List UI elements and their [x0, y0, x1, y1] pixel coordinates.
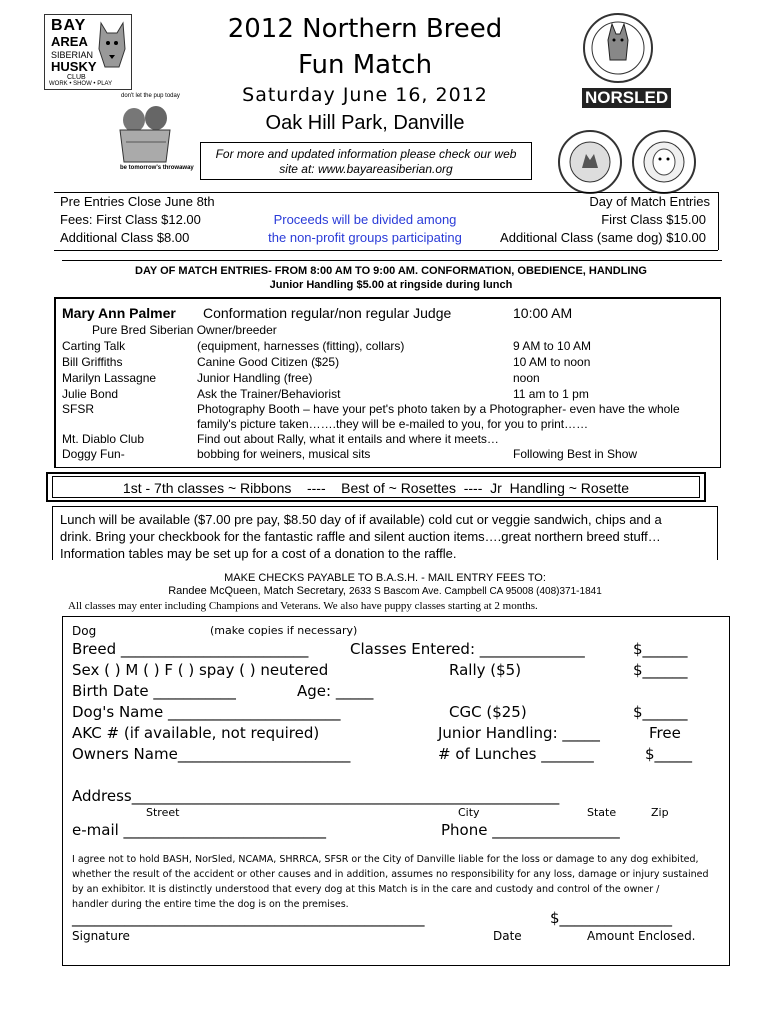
title-line1: 2012 Northern Breed — [227, 14, 503, 44]
secretary-address: 2633 S Bascom Ave. Campbell CA 95008 (408)371-1841 — [349, 586, 602, 597]
notice-line1: DAY OF MATCH ENTRIES- FROM 8:00 AM TO 9:00 AM. CONFORMATION, OBEDIENCE, HANDLING — [135, 265, 647, 277]
notice-line2: Junior Handling $5.00 at ringside during lunch — [269, 279, 513, 291]
fees-right-rule — [718, 192, 719, 250]
puppies-bucket-icon — [112, 102, 178, 164]
sex-field[interactable]: Sex ( ) M ( ) F ( ) spay ( ) neutered — [72, 661, 329, 679]
schedule-row-who: Carting Talk — [62, 339, 126, 353]
sfsr-seal-icon — [630, 128, 698, 196]
street-label: Street — [146, 806, 180, 819]
bash-logo-area: AREA — [51, 34, 88, 49]
schedule-row-who: Marilyn Lassagne — [62, 371, 157, 385]
pre-additional-class: Additional Class $8.00 — [60, 230, 190, 245]
bash-logo-tagline: WORK • SHOW • PLAY — [49, 81, 113, 87]
zip-label: Zip — [651, 806, 669, 819]
match-secretary: Randee McQueen, Match Secretary, — [168, 585, 346, 597]
form-copies-note: (make copies if necessary) — [210, 624, 358, 637]
fees-top-rule — [54, 192, 718, 193]
classes-entered-field[interactable]: Classes Entered: ______________ — [350, 640, 585, 658]
waiver-line3: by an exhibitor. It is distinctly understood that every dog at this Match is in the care and custody and control of the owner / — [72, 884, 660, 895]
phone-field[interactable]: Phone _________________ — [441, 821, 620, 839]
judge-sub: Pure Bred Siberian Owner/breeder — [92, 323, 277, 337]
checks-line3: All classes may enter including Champions and Veterans. We also have puppy classes starting at 2 months. — [68, 600, 538, 612]
schedule-row-who: Bill Griffiths — [62, 355, 123, 369]
dom-first-class: First Class $15.00 — [601, 212, 706, 227]
dog-name-field[interactable]: Dog's Name _______________________ — [72, 703, 341, 721]
breed-field[interactable]: Breed _________________________ — [72, 640, 309, 658]
schedule-row-what: family's picture taken…….they will be e-mailed to you, for you to print…… — [197, 417, 589, 431]
bash-logo-club: CLUB — [67, 74, 86, 81]
akc-field[interactable]: AKC # (if available, not required) — [72, 724, 320, 742]
bash-logo-bay: BAY — [51, 17, 87, 34]
schedule-row-who: Mt. Diablo Club — [62, 432, 145, 446]
dom-additional-class: Additional Class (same dog) $10.00 — [500, 230, 706, 245]
waiver-line2: whether the result of the accident or other causes and in addition, assumes no responsibility for any loss, damage or injury sustained — [72, 869, 709, 880]
pre-first-class: Fees: First Class $12.00 — [60, 212, 201, 227]
ncama-seal-icon — [556, 128, 624, 196]
lunch-line3: Information tables may be set up for a cost of a donation to the raffle. — [60, 546, 457, 561]
checks-line2 — [0, 585, 770, 597]
info-line2: site at: www.bayareasiberian.org — [279, 162, 453, 176]
schedule-row-what: Photography Booth – have your pet's photo taken by a Photographer- even have the whole — [197, 402, 680, 416]
proceeds-line2: the non-profit groups participating — [268, 230, 462, 245]
cgc-label: CGC ($25) — [449, 703, 527, 721]
proceeds-line1: Proceeds will be divided among — [273, 212, 457, 227]
info-line1: For more and updated information please check our web — [215, 147, 517, 161]
schedule-row-what: bobbing for weiners, musical sits — [197, 447, 371, 461]
lunches-field[interactable]: # of Lunches _______ — [438, 745, 594, 763]
bash-logo-husky: HUSKY — [51, 59, 97, 74]
waiver-line4: handler during the entire time the dog is on the premises. — [72, 899, 349, 910]
junior-free-label: Free — [649, 724, 681, 742]
notice-top-rule — [62, 260, 722, 261]
address-field[interactable]: Address_________________________________________________________ — [72, 787, 560, 805]
judge-name: Mary Ann Palmer — [62, 305, 176, 321]
checks-line1: MAKE CHECKS PAYABLE TO B.A.S.H. - MAIL ENTRY FEES TO: — [224, 572, 546, 584]
email-field[interactable]: e-mail ___________________________ — [72, 821, 327, 839]
lunch-line2: drink. Bring your checkbook for the fantastic raffle and silent auction items….great northern breed stuff… — [60, 529, 661, 544]
fees-bottom-rule — [54, 250, 718, 251]
dom-title: Day of Match Entries — [589, 194, 710, 209]
schedule-row-when: 11 am to 1 pm — [513, 387, 589, 401]
rally-fee-field[interactable]: $______ — [633, 661, 688, 679]
schedule-row-who: Doggy Fun- — [62, 447, 125, 461]
lunch-line1: Lunch will be available ($7.00 pre pay, $8.50 day of if available) cold cut or veggie sandwich, chips and a — [60, 512, 662, 527]
waiver-text — [72, 852, 709, 912]
pre-entries-close: Pre Entries Close June 8th — [60, 194, 215, 209]
judge-time: 10:00 AM — [513, 305, 573, 321]
schedule-row-what: Ask the Trainer/Behaviorist — [197, 387, 341, 401]
owners-name-field[interactable]: Owners Name_______________________ — [72, 745, 351, 763]
waiver-line1: I agree not to hold BASH, NorSled, NCAMA, SHRRCA, SFSR or the City of Danville liable for the loss or damage to any dog exhibited, — [72, 854, 699, 865]
state-label: State — [587, 806, 617, 819]
birth-date-field[interactable]: Birth Date ___________ — [72, 682, 236, 700]
classes-fee-field[interactable]: $______ — [633, 640, 688, 658]
info-box — [200, 142, 532, 180]
judge-role: Conformation regular/non regular Judge — [203, 305, 452, 321]
event-location: Oak Hill Park, Danville — [265, 112, 465, 134]
schedule-row-who: SFSR — [62, 402, 95, 416]
schedule-row-when: Following Best in Show — [513, 447, 638, 461]
schedule-row-what: (equipment, harnesses (fitting), collars) — [197, 339, 405, 353]
form-dog-label: Dog — [72, 624, 97, 638]
title-line2: Fun Match — [297, 50, 433, 80]
lunches-fee-field[interactable]: $_____ — [645, 745, 693, 763]
bash-logo — [44, 14, 132, 90]
schedule-row-what: Junior Handling (free) — [197, 371, 313, 385]
rally-label: Rally ($5) — [449, 661, 522, 679]
schedule-row-what: Find out about Rally, what it entails and where it meets… — [197, 432, 499, 446]
signature-field[interactable]: _______________________________________________ — [72, 909, 425, 927]
schedule-row-when: noon — [513, 371, 540, 385]
junior-handling-field[interactable]: Junior Handling: _____ — [438, 724, 600, 742]
age-field[interactable]: Age: _____ — [297, 682, 374, 700]
schedule-row-what: Canine Good Citizen ($25) — [197, 355, 340, 369]
norsled-logo-text: NORSLED — [582, 88, 671, 108]
city-label: City — [458, 806, 480, 819]
husky-head-icon — [95, 19, 129, 75]
bash-logo-siberian: SIBERIAN — [51, 50, 94, 60]
pup-tagline: don't let the pup today — [121, 93, 180, 99]
date-label: Date — [493, 929, 522, 943]
schedule-row-when: 9 AM to 10 AM — [513, 339, 592, 353]
signature-label: Signature — [72, 929, 130, 943]
pup-caption: be tomorrow's throwaway — [120, 165, 194, 171]
amount-field[interactable]: $_______________ — [550, 909, 673, 927]
schedule-row-who: Julie Bond — [62, 387, 119, 401]
event-date: Saturday June 16, 2012 — [242, 84, 488, 106]
awards-text: 1st - 7th classes ~ Ribbons ---- Best of ~ Rosettes ---- Jr Handling ~ Rosette — [122, 480, 630, 496]
cgc-fee-field[interactable]: $______ — [633, 703, 688, 721]
schedule-row-when: 10 AM to noon — [513, 355, 591, 369]
amount-label: Amount Enclosed. — [587, 929, 696, 943]
norsled-logo-icon — [578, 10, 658, 90]
